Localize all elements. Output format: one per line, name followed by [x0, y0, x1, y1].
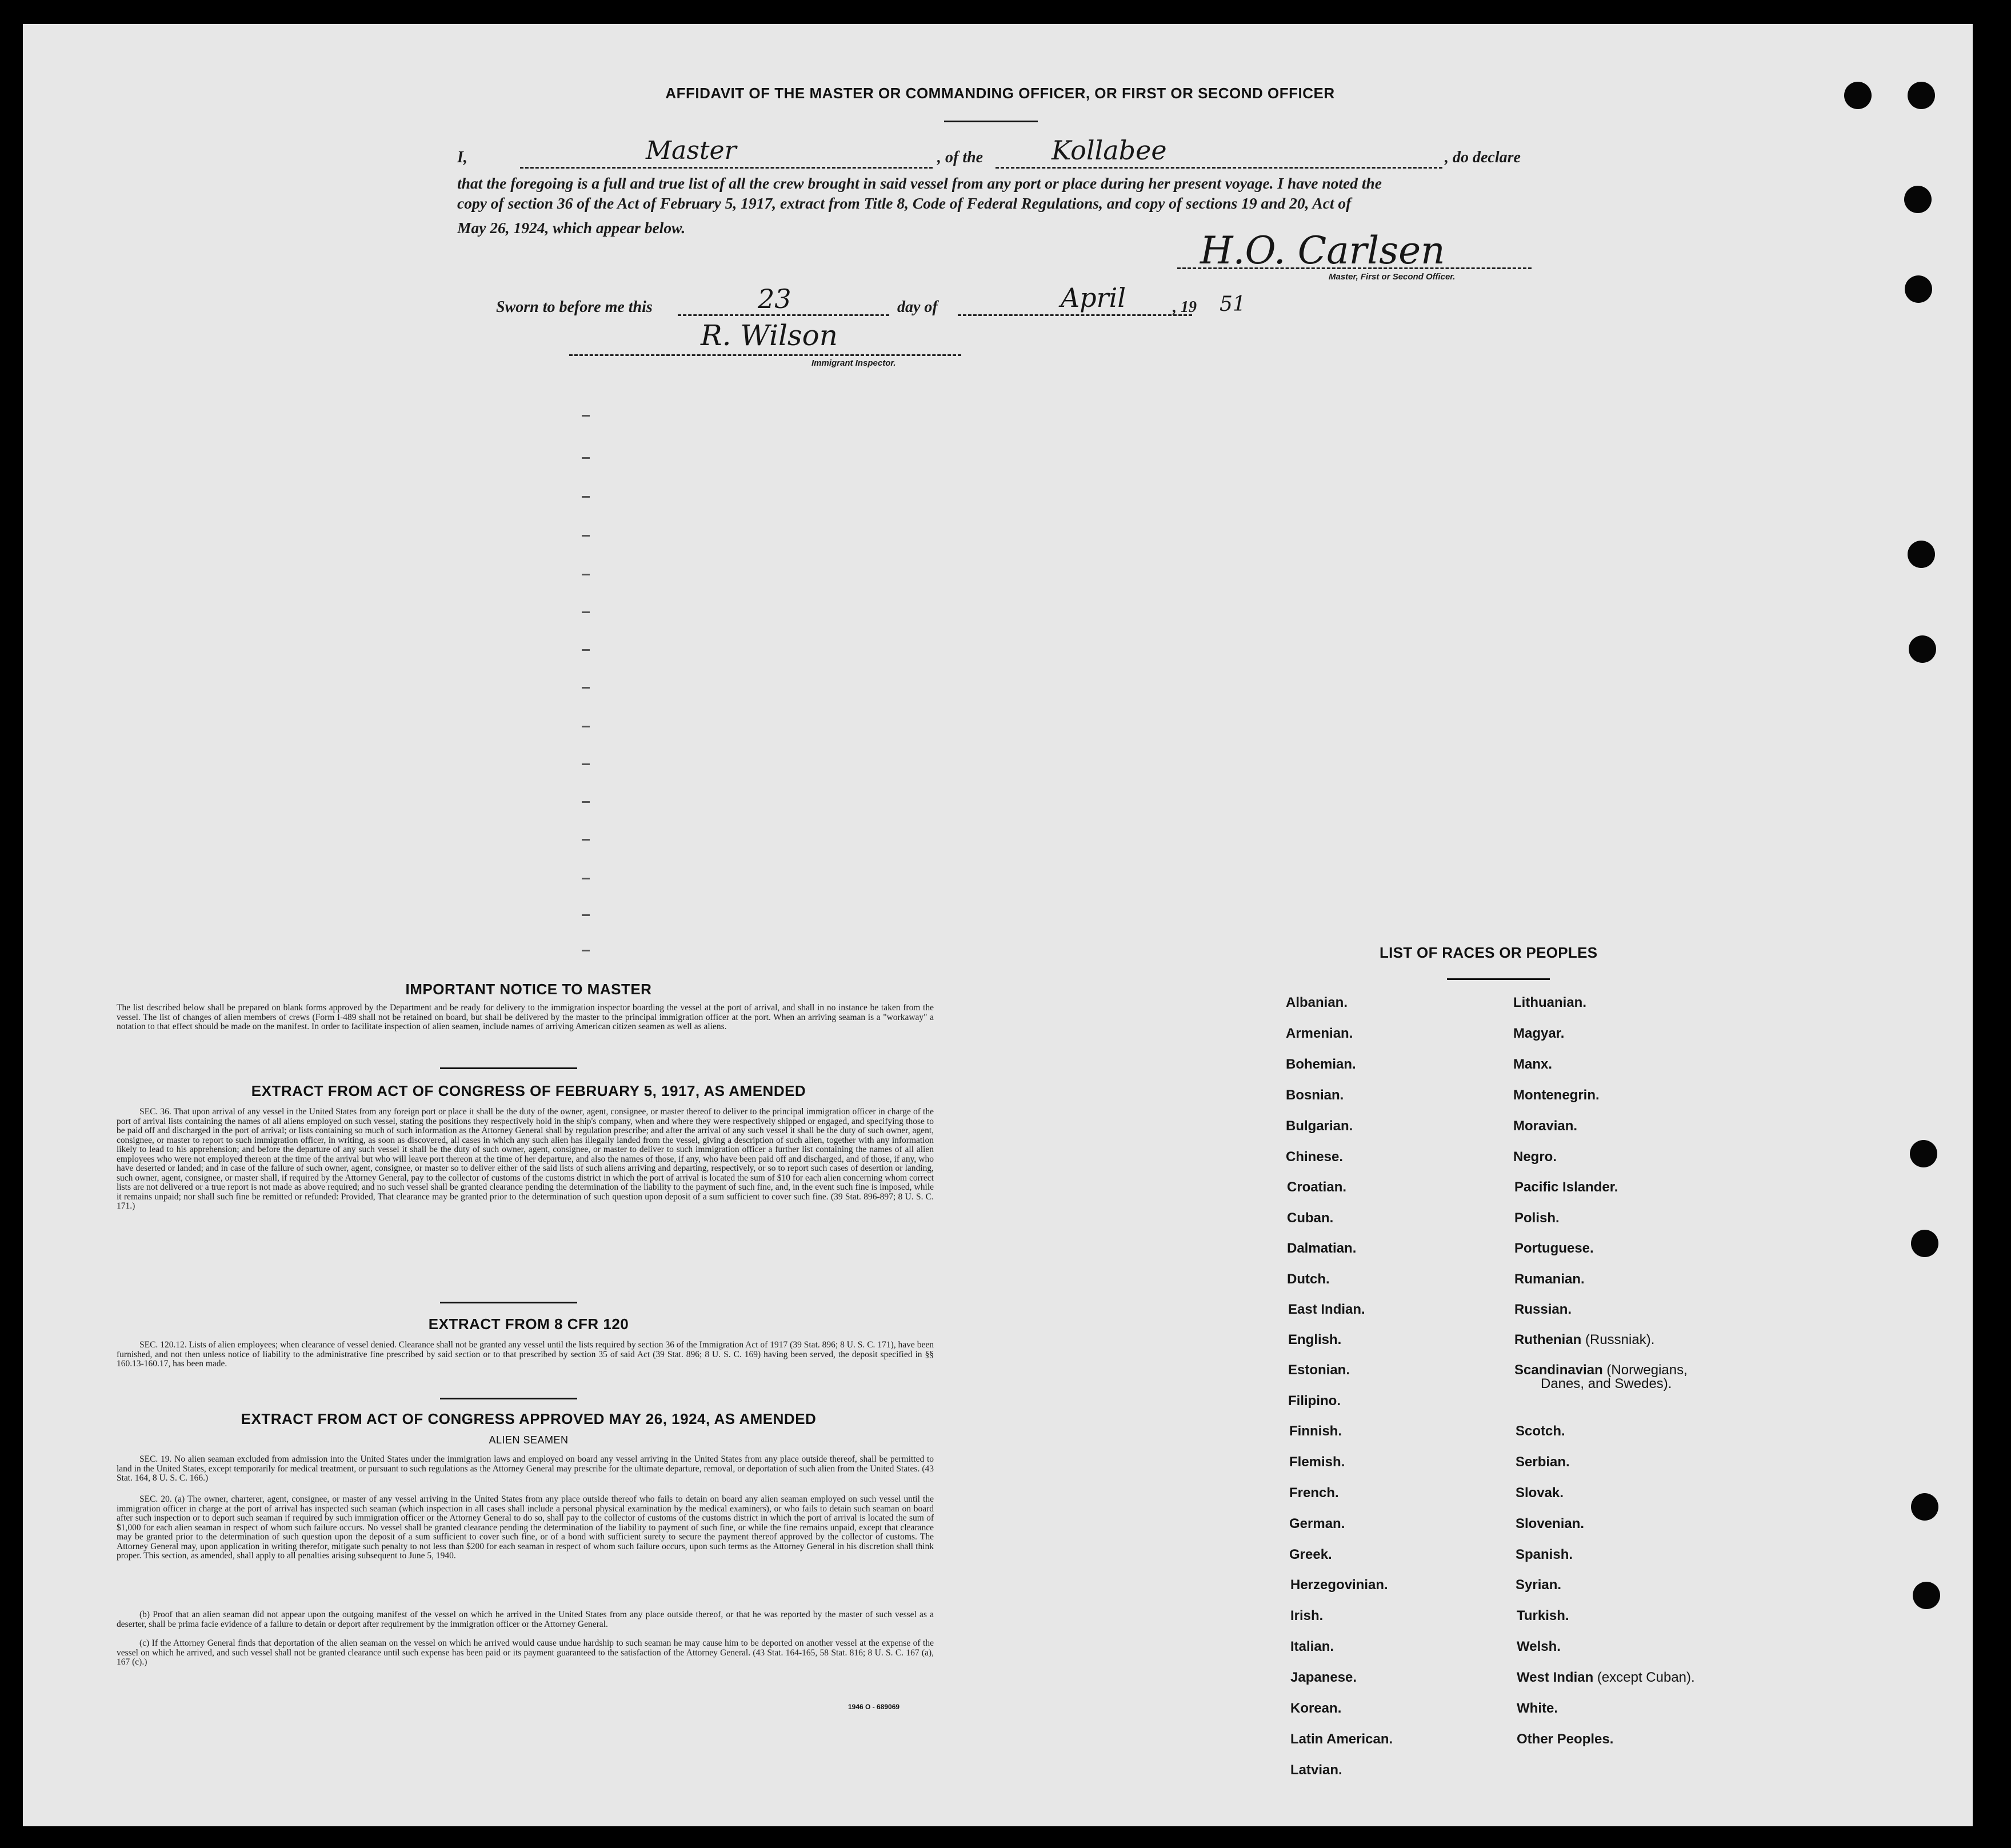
race-german: German. — [1289, 1516, 1345, 1531]
race-welsh: Welsh. — [1517, 1639, 1561, 1654]
punch-hole — [1908, 82, 1935, 109]
print-code: 1946 O - 689069 — [848, 1703, 900, 1711]
year-prefix: , 19 — [1173, 298, 1197, 316]
race-scotch: Scotch. — [1516, 1423, 1565, 1439]
race-west-indian-label: West Indian — [1517, 1670, 1594, 1685]
vessel-line — [995, 167, 1442, 169]
race-greek: Greek. — [1289, 1547, 1332, 1562]
year-handwritten: 51 — [1220, 293, 1246, 316]
race-ruthenian-note: (Russniak). — [1585, 1332, 1655, 1347]
signature-line — [1177, 267, 1532, 269]
race-portuguese: Portuguese. — [1514, 1241, 1594, 1256]
race-japanese: Japanese. — [1290, 1670, 1357, 1685]
race-dalmatian: Dalmatian. — [1287, 1241, 1357, 1256]
vessel-handwritten: Kollabee — [1052, 135, 1167, 166]
master-signature: H.O. Carlsen — [1200, 229, 1445, 273]
extract-8cfr-text: SEC. 120.12. Lists of alien employees; when clearance of vessel denied. Clearance shall not be granted any vessel until the lists required by section 36 of the Immigration Act of 1917 (39 Stat. 896; 8 U. S. C. 171), have been furnished, and not then unless notice of liability to the administrative fine prescribed by said section or to that prescribed by section 35 of said Act (39 Stat. 896; 8 U. S. C. 169) having been served, the deposit specified in §§ 160.13-160.17, has been made. — [117, 1340, 934, 1369]
race-turkish: Turkish. — [1517, 1608, 1569, 1623]
race-ruthenian-label: Ruthenian — [1514, 1332, 1582, 1347]
punch-hole — [1844, 82, 1872, 109]
punch-hole — [1905, 275, 1932, 303]
punch-hole — [1909, 635, 1936, 663]
punch-hole — [1908, 541, 1935, 568]
title-rule — [944, 121, 1038, 122]
extract-1917-rule — [440, 1302, 577, 1303]
day-line — [678, 314, 889, 316]
punch-hole — [1910, 1140, 1937, 1167]
affidavit-line3: May 26, 1924, which appear below. — [457, 219, 686, 237]
sworn-label: Sworn to before me this — [496, 298, 653, 316]
notice-text: The list described below shall be prepared on blank forms approved by the Department and be ready for delivery to the immigration inspector boarding the vessel at the port of arrival, and shall in no instance be taken from the vessel. The list of changes of alien members of crews (Form I-489 shall not be retained on board, but shall be delivered by the master to the principal immigration officer at the port. When an arriving seaman is a "workaway" a notation to that effect should be made on the manifest. In order to facilitate inspection of alien seamen, include names of arriving American citizen seamen as well as aliens. — [117, 1003, 934, 1031]
affidavit-title: AFFIDAVIT OF THE MASTER OR COMMANDING OFFICER, OR FIRST OR SECOND OFFICER — [665, 85, 1335, 102]
inspector-signature: R. Wilson — [701, 319, 838, 352]
race-west-indian — [1517, 1670, 1695, 1686]
day-of-label: day of — [897, 298, 938, 316]
race-finnish: Finnish. — [1289, 1423, 1342, 1439]
extract-1924-title: EXTRACT FROM ACT OF CONGRESS APPROVED MAY 26, 1924, AS AMENDED — [241, 1410, 817, 1427]
day-handwritten: 23 — [758, 283, 791, 314]
race-armenian: Armenian. — [1286, 1026, 1353, 1041]
race-italian: Italian. — [1290, 1639, 1334, 1654]
race-korean: Korean. — [1290, 1701, 1342, 1716]
extract-8cfr-title: EXTRACT FROM 8 CFR 120 — [428, 1315, 629, 1333]
extract-1924-sec20c: (c) If the Attorney General finds that deportation of the alien seaman on the vessel on which he arrived would cause undue hardship to such seaman he may cause him to be deported on another vessel at the expense of the vessel on which he arrived, and such vessel shall not be granted clearance until such expense has been paid or its payment guaranteed to the satisfaction of the Attorney General. (43 Stat. 164-165, 58 Stat. 816; 8 U. S. C. 167 (a), 167 (c).) — [117, 1638, 934, 1667]
extract-1917-text: SEC. 36. That upon arrival of any vessel in the United States from any foreign port or place it shall be the duty of the owner, agent, consignee, or master thereof to deliver to the principal immigration officer in charge of the port of arrival lists containing the names of all aliens employed on such vessel, stating the positions they respectively hold in the ship's company, when and where they were respectively shipped or engaged, and specifying those to be paid off and discharged in the port of arrival; or lists containing so much of such information as the Attorney General shall by regulation prescribe; and after the arrival of any such vessel it shall be the duty of such owner, agent, consignee, or master to report to such immigration officer, in writing, as soon as discovered, all cases in which any such alien has illegally landed from the vessel, giving a description of such alien, together with any information likely to lead to his apprehension; and before the departure of any such vessel it shall be the duty of such owner, agent, consignee, or master to deliver to such immigration officer a further list containing the names of all alien employees who were not employed thereon at the time of the arrival but who will leave port thereon at the time of her departure, and also the names of those, if any, who have been paid off and discharged, and of those, if any, who have deserted or landed; and in case of the failure of such owner, agent, consignee, or master so to deliver either of the said lists of such aliens arriving and departing, respectively, or so to report such cases of desertion or landing, such owner, agent, consignee, or master shall, if required by the Attorney General, pay to the collector of customs of the customs district in which the port of arrival is located the sum of $10 for each alien concerning whom correct lists are not delivered or a true report is not made as above required; and no such vessel shall be granted clearance pending the determination of the liability to the payment of such fine, and, in the event such fine is imposed, while it remains unpaid; nor shall such fine be remitted or refunded: Provided, That clearance may be granted prior to the determination of such question upon deposit of a sum sufficient to cover such fine. (39 Stat. 896-897; 8 U. S. C. 171.) — [117, 1107, 934, 1211]
i-label: I, — [457, 149, 467, 166]
race-white: White. — [1517, 1701, 1558, 1716]
race-chinese: Chinese. — [1286, 1149, 1344, 1165]
race-albanian: Albanian. — [1286, 995, 1348, 1010]
extract-1924-sec20a: SEC. 20. (a) The owner, charterer, agent, consignee, or master of any vessel arriving in the United States from any place outside thereof who fails to detain on board any alien seaman employed on such vessel until the immigration officer in charge at the port of arrival has inspected such seaman (which inspection in all cases shall include a personal physical examination by the medical examiners), or who fails to detain such seaman on board after such inspection or to deport such seaman if required by such immigration officer or the Attorney General to do so, shall pay to the collector of customs of the customs district in which the port of arrival is located the sum of $1,000 for each alien seaman in respect of whom such failure occurs. No vessel shall be granted clearance pending the determination of the liability to payment of such fine, or while the fine remains unpaid, except that clearance may be granted prior to the determination of such question upon the deposit of a sum sufficient to cover such fine, or of a bond with sufficient surety to secure the payment thereof approved by the collector of customs. The Attorney General may, upon application in writing therefor, mitigate such penalty to not less than $200 for each seaman in respect of whom such failure occurs, upon such terms as the Attorney General in his discretion shall think proper. This section, as amended, shall apply to all penalties arising subsequent to June 5, 1940. — [117, 1494, 934, 1561]
race-moravian: Moravian. — [1513, 1118, 1578, 1134]
race-ruthenian — [1514, 1332, 1654, 1348]
race-croatian: Croatian. — [1287, 1179, 1347, 1195]
race-rumanian: Rumanian. — [1514, 1271, 1585, 1287]
races-title: LIST OF RACES OR PEOPLES — [1380, 944, 1598, 961]
punch-hole — [1911, 1230, 1938, 1257]
affidavit-line2: copy of section 36 of the Act of February 5, 1917, extract from Title 8, Code of Federal Regulations, and copy of sections 19 and 20, Act of — [457, 194, 1352, 212]
race-serbian: Serbian. — [1516, 1454, 1570, 1470]
punch-hole — [1904, 186, 1932, 213]
do-declare-label: , do declare — [1445, 149, 1521, 166]
extract-1924-sec20b: (b) Proof that an alien seaman did not appear upon the outgoing manifest of the vessel on which he arrived in the United States from any place outside thereof, or that he was reported by the master of such vessel as a deserter, shall be prima facie evidence of a failure to detain or deport after requirement by the immigration officer or the Attorney General. — [117, 1610, 934, 1629]
race-french: French. — [1289, 1485, 1339, 1501]
race-latvian: Latvian. — [1290, 1762, 1342, 1778]
month-line — [958, 314, 1192, 316]
race-scandinavian-note-1: (Norwegians, — [1606, 1362, 1688, 1378]
extract-1924-subtitle: ALIEN SEAMEN — [489, 1434, 569, 1446]
notice-rule — [440, 1067, 577, 1069]
race-spanish: Spanish. — [1516, 1547, 1573, 1562]
rank-handwritten: Master — [646, 136, 737, 165]
inspector-caption: Immigrant Inspector. — [811, 358, 896, 368]
race-bosnian: Bosnian. — [1286, 1087, 1344, 1103]
race-scandinavian-label: Scandinavian — [1514, 1362, 1603, 1378]
race-latin-american: Latin American. — [1290, 1731, 1393, 1747]
race-negro: Negro. — [1513, 1149, 1557, 1165]
race-magyar: Magyar. — [1513, 1026, 1565, 1041]
race-herzegovinian: Herzegovinian. — [1290, 1577, 1388, 1593]
race-slovenian: Slovenian. — [1516, 1516, 1585, 1531]
race-east-indian: East Indian. — [1288, 1302, 1365, 1317]
punch-hole — [1911, 1493, 1938, 1521]
notice-title: IMPORTANT NOTICE TO MASTER — [405, 981, 652, 998]
rank-line — [520, 167, 933, 169]
race-bohemian: Bohemian. — [1286, 1057, 1356, 1072]
extract-1924-sec19: SEC. 19. No alien seaman excluded from admission into the United States under the immigration laws and employed on board any vessel arriving in the United States from any place outside thereof, shall be permitted to land in the United States, except temporarily for medical treatment, or pursuant to such regulations as the Attorney General may prescribe for the ultimate departure, removal, or deportation of such alien from the United States. (43 Stat. 164, 8 U. S. C. 166.) — [117, 1454, 934, 1483]
race-flemish: Flemish. — [1289, 1454, 1345, 1470]
race-russian: Russian. — [1514, 1302, 1572, 1317]
inspector-line — [569, 354, 961, 356]
race-syrian: Syrian. — [1516, 1577, 1562, 1593]
race-slovak: Slovak. — [1516, 1485, 1564, 1501]
race-english: English. — [1288, 1332, 1342, 1347]
month-handwritten: April — [1061, 282, 1126, 313]
race-manx: Manx. — [1513, 1057, 1553, 1072]
race-polish: Polish. — [1514, 1210, 1560, 1226]
race-estonian: Estonian. — [1288, 1362, 1350, 1378]
signature-caption: Master, First or Second Officer. — [1329, 272, 1456, 282]
race-dutch: Dutch. — [1287, 1271, 1330, 1287]
race-montenegrin: Montenegrin. — [1513, 1087, 1600, 1103]
punch-hole — [1913, 1582, 1940, 1609]
of-the-label: , of the — [937, 149, 983, 166]
race-other-peoples: Other Peoples. — [1517, 1731, 1614, 1747]
race-scandinavian-note-2: Danes, and Swedes). — [1541, 1376, 1672, 1391]
race-lithuanian: Lithuanian. — [1513, 995, 1586, 1010]
race-irish: Irish. — [1290, 1608, 1324, 1623]
race-cuban: Cuban. — [1287, 1210, 1334, 1226]
race-bulgarian: Bulgarian. — [1286, 1118, 1353, 1134]
race-pacific-islander: Pacific Islander. — [1514, 1179, 1618, 1195]
extract-1917-title: EXTRACT FROM ACT OF CONGRESS OF FEBRUARY 5, 1917, AS AMENDED — [251, 1082, 806, 1099]
affidavit-line1: that the foregoing is a full and true list of all the crew brought in said vessel from any port or place during her present voyage. I have noted the — [457, 174, 1382, 192]
race-west-indian-note: (except Cuban). — [1597, 1670, 1695, 1685]
races-rule — [1447, 978, 1550, 980]
extract-8cfr-rule — [440, 1398, 577, 1399]
race-filipino: Filipino. — [1288, 1393, 1341, 1409]
